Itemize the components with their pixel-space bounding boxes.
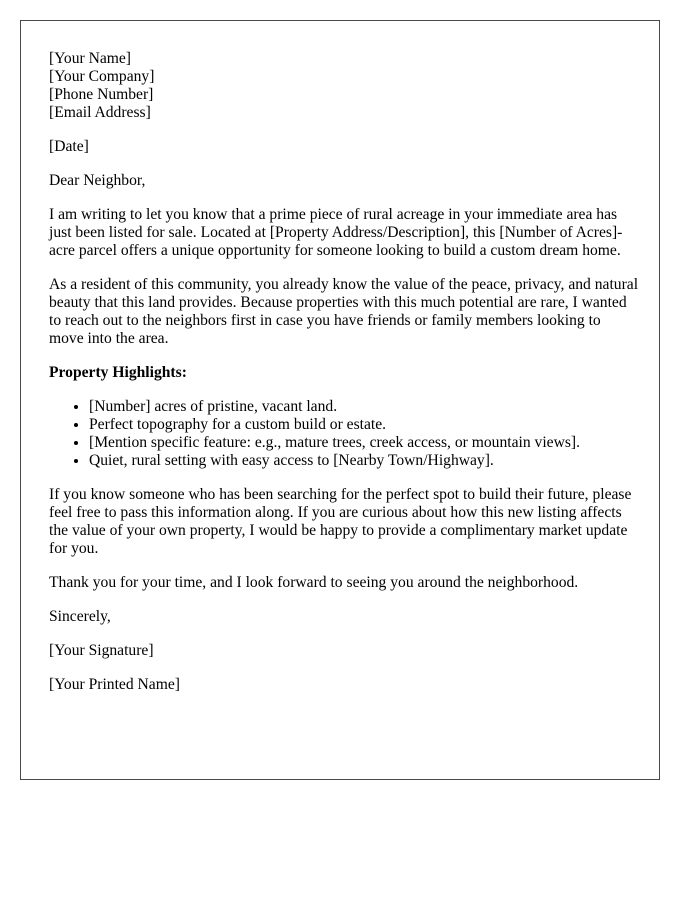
signature: [Your Signature] [49,642,154,659]
highlight-item: • [Mention specific feature: e.g., mature trees, creek access, or mountain views]. [89,434,639,452]
letter-date: [Date] [49,138,89,155]
sender-name: [Your Name] [49,50,132,67]
highlight-item: • Quiet, rural setting with easy access to [Nearby Town/Highway]. [89,452,639,470]
intro-paragraph: I am writing to let you know that a prime piece of rural acreage in your immediate area has just been listed for sale. Located at [Property Address/Description], this [Number of Acres]-acre parcel offers a unique opportunity for someone looking to build a custom dream home. [49,206,623,259]
thanks-paragraph: Thank you for your time, and I look forward to seeing you around the neighborhood. [49,574,579,591]
salutation: Dear Neighbor, [49,172,146,189]
sender-phone: [Phone Number] [49,86,154,103]
highlights-list [49,398,639,470]
signoff: Sincerely, [49,608,111,625]
sender-email: [Email Address] [49,104,151,121]
sender-company: [Your Company] [49,68,155,85]
highlight-item: • Perfect topography for a custom build or estate. [89,416,639,434]
referral-paragraph: If you know someone who has been searching for the perfect spot to build their future, please feel free to pass this information along. If you are curious about how this new listing affects the value of your own property, I would be happy to provide a complimentary market update for you. [49,486,632,557]
sender-block [49,50,639,122]
letter-body [49,50,639,710]
highlight-item: • [Number] acres of pristine, vacant land. [89,398,639,416]
community-paragraph: As a resident of this community, you already know the value of the peace, privacy, and natural beauty that this land provides. Because properties with this much potential are rare, I wanted to reach out to the neighbors first in case you have friends or family members looking to move into the area. [49,276,639,347]
printed-name: [Your Printed Name] [49,676,180,693]
letter-frame [20,20,660,780]
highlights-heading: Property Highlights: [49,364,187,381]
